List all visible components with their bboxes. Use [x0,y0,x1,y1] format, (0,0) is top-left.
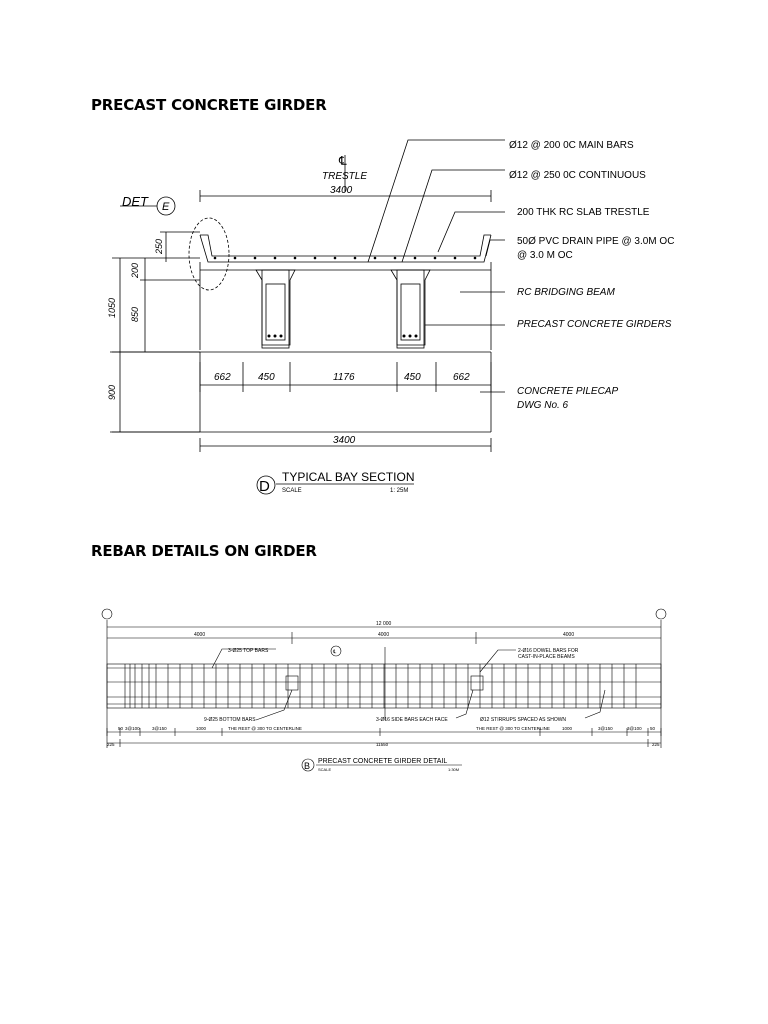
dim-850: 850 [130,306,140,322]
det-letter: E [162,201,170,213]
bay-scale-label: SCALE [282,488,302,494]
callout-girders: PRECAST CONCRETE GIRDERS [517,319,672,330]
callout-bridging-beam: RC BRIDGING BEAM [517,287,615,298]
dim-1176: 1176 [333,372,355,383]
overall-length-dim: 12 000 [376,621,392,627]
bay-section-title: TYPICAL BAY SECTION [282,470,415,484]
title-letter-b: B [304,761,311,771]
callout-main-bars: Ø12 @ 200 0C MAIN BARS [509,140,634,151]
callout-dowel-2: CAST-IN-PLACE BEAMS [518,654,575,660]
dim-200: 200 [130,262,140,278]
stirrup-dim-3at100-left: 3@100 [125,726,140,731]
bottom-width-dim: 3400 [333,435,356,446]
callout-bottom-bars: 9-Ø25 BOTTOM BARS [204,717,256,723]
section-heading-rebar: REBAR DETAILS ON GIRDER [91,542,317,560]
callout-continuous: Ø12 @ 250 0C CONTINUOUS [509,170,646,181]
dim-450-left: 450 [258,372,275,383]
dim-250: 250 [154,238,164,254]
dim-662-left: 662 [214,372,231,383]
rest-left-label: THE REST @ 300 TO CENTERLINE [228,726,302,731]
title-letter-d: D [259,478,270,495]
bottom-overall-dim: 11550 [376,742,389,747]
stirrup-dim-end-left: 50 [118,726,124,731]
stirrup-dim-end-right: 50 [650,726,656,731]
span-3-dim: 4000 [563,632,575,638]
callout-slab: 200 THK RC SLAB TRESTLE [517,207,650,218]
callout-top-bars: 3-Ø25 TOP BARS [228,648,269,654]
callout-pilecap: CONCRETE PILECAP [517,386,619,397]
girder-detail-title: PRECAST CONCRETE GIRDER DETAIL [318,758,448,765]
dim-662-right: 662 [453,372,470,383]
callout-side-bars: 3-Ø16 SIDE BARS EACH FACE [376,717,448,723]
centerline-symbol: ℄ [339,154,347,168]
callout-dowel-1: 2-Ø16 DOWEL BARS FOR [518,648,579,654]
dim-1050: 1050 [107,297,117,318]
stirrup-dim-1000-left: 1000 [196,726,207,731]
callout-drain-spacing: @ 3.0 M OC [517,250,573,261]
stirrup-dim-3at100-right: 3@100 [627,726,642,731]
bay-scale-value: 1: 25M [390,488,409,494]
trestle-label: TRESTLE [322,171,368,182]
det-label: DET [122,194,148,209]
section-heading-girder: PRECAST CONCRETE GIRDER [91,96,327,114]
dim-900: 900 [107,384,117,400]
span-2-dim: 4000 [378,632,390,638]
stirrup-dim-1000-right: 1000 [562,726,573,731]
centerline-marker: ℄ [333,649,337,655]
girder-scale-label: SCALE [318,767,332,772]
end-dim-right: 225 [652,742,660,747]
rest-right-label: THE REST @ 300 TO CENTERLINE [476,726,550,731]
top-width-dim: 3400 [330,185,353,196]
stirrup-dim-3at150-left: 3@150 [152,726,167,731]
dim-450-right: 450 [404,372,421,383]
callout-dwg: DWG No. 6 [517,400,569,411]
span-1-dim: 4000 [194,632,206,638]
girder-scale-value: 1:30M [448,767,460,772]
callout-stirrups: Ø12 STIRRUPS SPACED AS SHOWN [480,717,567,723]
end-dim-left: 225 [107,742,115,747]
stirrup-dim-3at150-right: 3@150 [598,726,613,731]
callout-drain-pipe: 50Ø PVC DRAIN PIPE @ 3.0M OC [517,236,675,247]
